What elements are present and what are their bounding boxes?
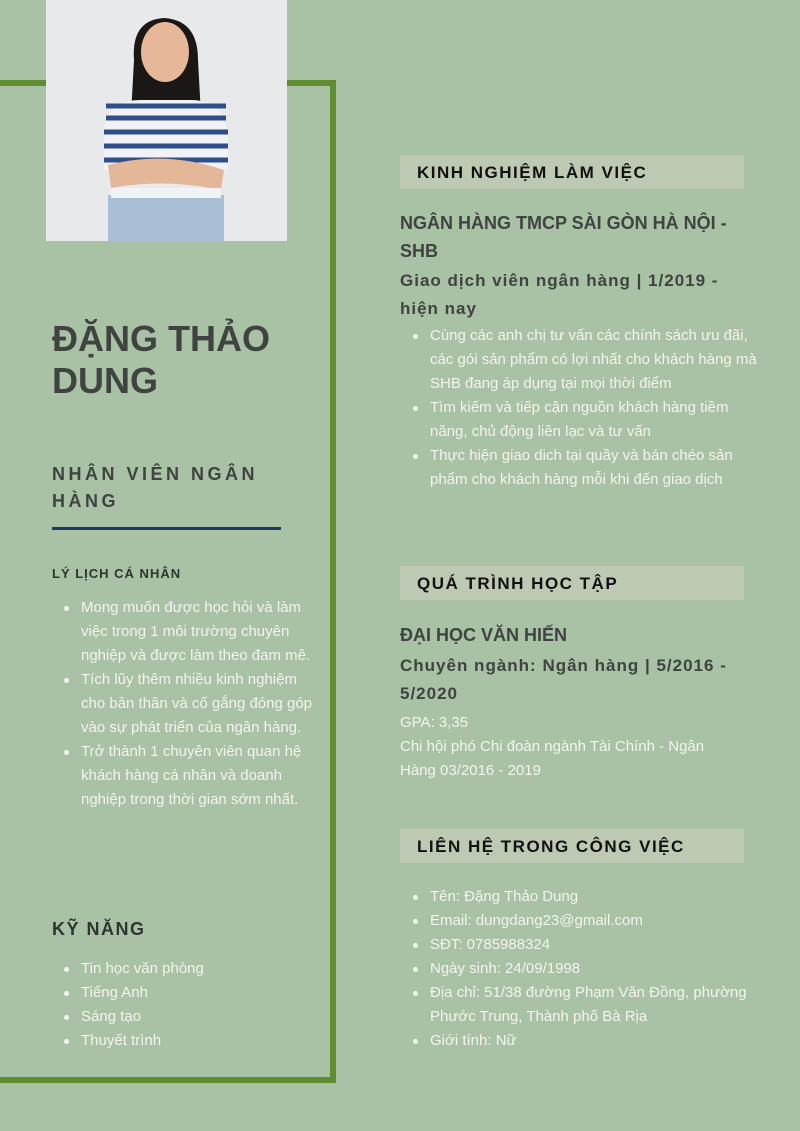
contact-gender: Giới tính: Nữ (430, 1029, 770, 1053)
employer-name: NGÂN HÀNG TMCP SÀI GÒN HÀ NỘI - SHB (400, 213, 727, 261)
list-item: Tiếng Anh (81, 981, 313, 1005)
summary-list (52, 596, 313, 812)
list-item: Tích lũy thêm nhiều kinh nghiệm cho bản thân và cố gắng đóng góp vào sự phát triển của ngân hàng. (81, 668, 313, 740)
list-item: Thực hiện giao dich tại quầy và bán chéo sản phẩm cho khách hàng mỗi khi đến giao dịch (430, 444, 770, 492)
profile-photo (46, 0, 287, 241)
divider (52, 527, 281, 530)
frame-bottom-border (0, 1077, 336, 1083)
experience-heading: KINH NGHIỆM LÀM VIỆC (417, 163, 648, 182)
contact-phone: SĐT: 0785988324 (430, 933, 770, 957)
list-item: Thuyết trình (81, 1029, 313, 1053)
skills-list (52, 957, 313, 1053)
activity: Chi hội phó Chi đoàn ngành Tài Chính - Ngân Hàng 03/2016 - 2019 (400, 738, 705, 779)
candidate-name: ĐẶNG THẢO DUNG (52, 318, 270, 401)
position-dates: Giao dịch viên ngân hàng | 1/2019 - hiện nay (400, 271, 719, 318)
list-item: Tin học văn phòng (81, 957, 313, 981)
frame-right-border (330, 80, 336, 1083)
summary-heading: LÝ LỊCH CÁ NHÂN (52, 566, 182, 581)
contact-heading: LIÊN HỆ TRONG CÔNG VIỆC (417, 837, 685, 856)
gpa: GPA: 3,35 (400, 714, 469, 731)
list-item: Sáng tạo (81, 1005, 313, 1029)
contact-email: Email: dungdang23@gmail.com (430, 909, 770, 933)
experience-list (401, 324, 770, 492)
contact-list (401, 885, 770, 1053)
job-title: NHÂN VIÊN NGÂN HÀNG (52, 464, 259, 511)
skills-heading: KỸ NĂNG (52, 919, 146, 939)
contact-birthdate: Ngày sinh: 24/09/1998 (430, 957, 770, 981)
contact-heading-box (400, 829, 744, 863)
school-name: ĐẠI HỌC VĂN HIẾN (400, 625, 568, 645)
list-item: Cùng các anh chị tư vấn các chính sách ưu đãi, các gói sản phẩm có lợi nhất cho khách hàng mà SHB đang áp dụng tại mọi thời điểm (430, 324, 770, 396)
list-item: Trở thành 1 chuyên viên quan hệ khách hàng cá nhân và doanh nghiệp trong thời gian sớm nhất. (81, 740, 313, 812)
education-heading: QUÁ TRÌNH HỌC TẬP (417, 574, 619, 593)
contact-address: Địa chỉ: 51/38 đường Phạm Văn Đồng, phường Phước Trung, Thành phố Bà Rịa (430, 981, 770, 1029)
experience-heading-box (400, 155, 744, 189)
education-heading-box (400, 566, 744, 600)
list-item: Mong muốn được học hỏi và làm việc trong 1 môi trường chuyên nghiệp và được làm theo đam mê. (81, 596, 313, 668)
contact-name: Tên: Đặng Thảo Dung (430, 885, 770, 909)
major-dates: Chuyên ngành: Ngân hàng | 5/2016 - 5/2020 (400, 656, 727, 703)
list-item: Tìm kiếm và tiếp cận nguồn khách hàng tiềm năng, chủ động liên lạc và tư vấn (430, 396, 770, 444)
